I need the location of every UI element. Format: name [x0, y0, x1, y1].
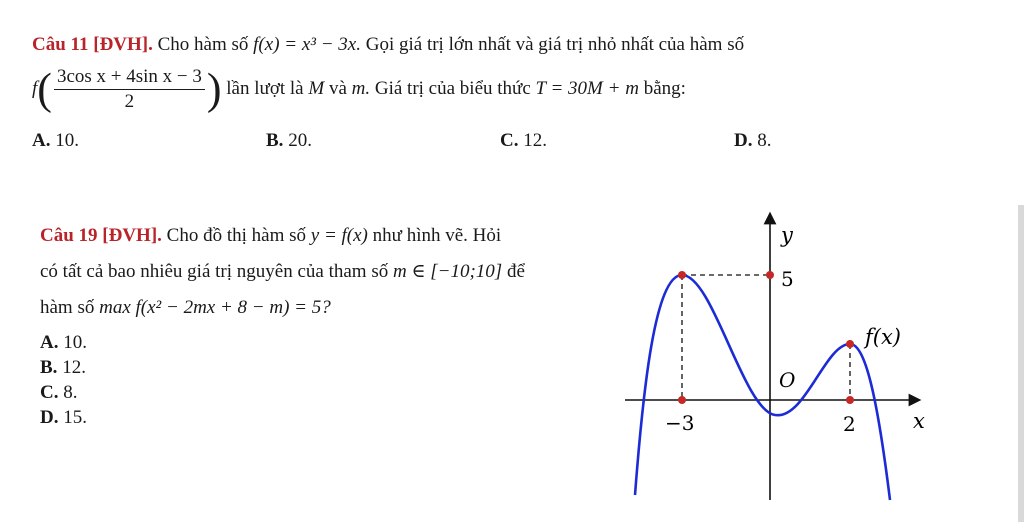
q19-line2: có tất cả bao nhiêu giá trị nguyên của tham số m ∈ [−10;10] để [40, 261, 525, 282]
q11-func-def: f(x) = x³ − 3x. [253, 34, 361, 55]
q11-fraction: $\frac{\text{3cos x + 4sin x − 3}}{2}$ [54, 66, 205, 113]
q11-option-d[interactable]: D. 8. [734, 130, 772, 151]
q11-line1 [32, 34, 744, 56]
x2-point [846, 396, 854, 404]
y-axis-label: y [781, 223, 793, 247]
q11-line2: f( $\frac{\text{3cos x + 4sin x − 3}}{2}$ ) lần lượt là M và m. Giá trị của biểu thức T = 30M + m bằng: [32, 64, 686, 114]
q11-intro: Cho hàm số [157, 34, 249, 55]
q11-option-b[interactable]: B. 20. [266, 130, 312, 151]
q19-line3: hàm số max f(x² − 2mx + 8 − m) = 5? [40, 297, 331, 318]
q19-option-b[interactable]: B. 12. [40, 357, 86, 378]
q19-option-d[interactable]: D. 15. [40, 407, 87, 428]
tick-label-neg3: −3 [665, 411, 695, 435]
function-graph [615, 210, 935, 510]
tick-label-5: 5 [781, 267, 794, 291]
tick-label-2: 2 [843, 412, 856, 436]
origin-label: O [779, 368, 796, 392]
q11-expression: T = 30M + m [535, 77, 639, 99]
q19-param: m ∈ [−10;10] [392, 261, 503, 282]
q19-label: Câu 19 [ĐVH]. [40, 225, 162, 246]
q19-max-expression: max f(x² − 2mx + 8 − m) = 5? [99, 297, 331, 318]
x-axis-label: x [913, 409, 925, 433]
q19-option-a[interactable]: A. 10. [40, 332, 87, 353]
local-max-point [846, 340, 854, 348]
q19-option-c[interactable]: C. 8. [40, 382, 78, 403]
y5-point [766, 271, 774, 279]
q11-line1-rest: Gọi giá trị lớn nhất và giá trị nhỏ nhất của hàm số [365, 34, 745, 55]
q11-label: Câu 11 [ĐVH]. [32, 34, 153, 55]
function-label: f(x) [865, 325, 902, 349]
scrollbar[interactable] [1018, 205, 1024, 522]
q11-option-c[interactable]: C. 12. [500, 130, 547, 151]
x-neg3-point [678, 396, 686, 404]
max-point [678, 271, 686, 279]
q11-option-a[interactable]: A. 10. [32, 130, 79, 151]
q19-line1: Câu 19 [ĐVH]. Cho đồ thị hàm số y = f(x) như hình vẽ. Hỏi [40, 225, 502, 246]
function-curve [635, 275, 890, 500]
